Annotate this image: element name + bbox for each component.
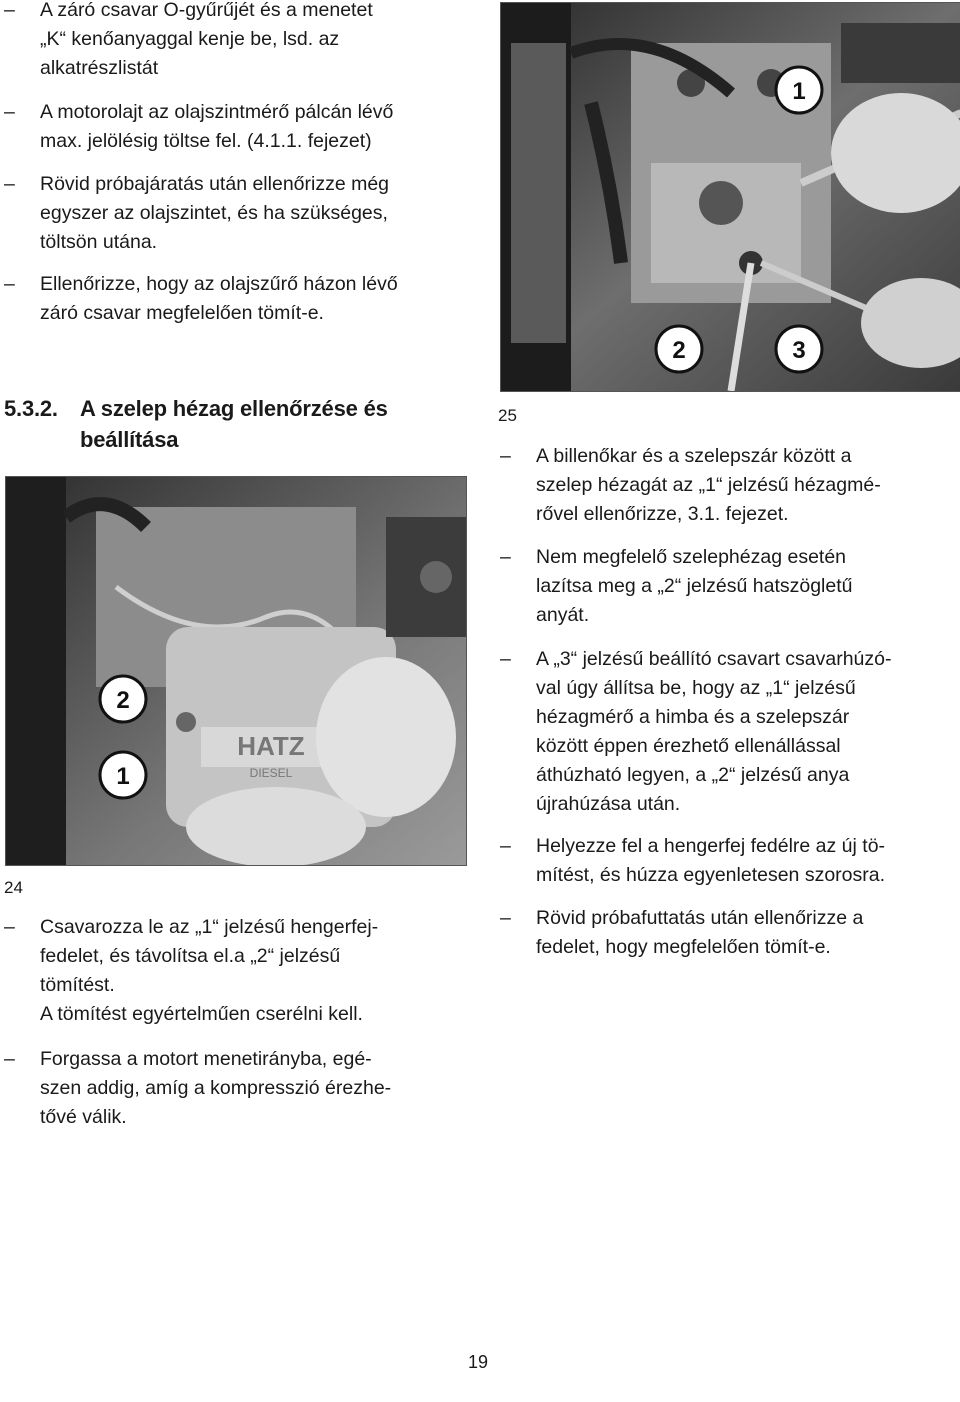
list-item-text: Helyezze fel a hengerfej fedélre az új tö- mítést, és húzza egyenletesen szorosra. [536, 835, 886, 886]
list-item-text: Nem megfelelő szelephézag esetén lazítsa meg a „2“ jelzésű hatszögletű anyát. [536, 546, 853, 626]
list-item-text: Rövid próbajáratás után ellenőrizze még egyszer az olajszintet, és ha szükséges, töltsön utána. [40, 173, 390, 253]
bullet-dash: – [4, 0, 15, 21]
list-item-text: A „3“ jelzésű beállító csavart csavarhúzó- val úgy állítsa be, hogy az „1“ jelzésű hézagmérő a himba és a szelepszár között éppen érezhető ellenállással áthúzható legyen, a „2“ jelzésű anya újrahúzása után. [536, 648, 892, 815]
callout-1 [776, 67, 822, 113]
bullet-dash: – [500, 835, 511, 857]
list-item [4, 170, 474, 257]
list-item [4, 0, 474, 83]
svg-text:3: 3 [792, 337, 806, 364]
callout-1 [100, 752, 146, 798]
figure-24-caption: 24 [4, 878, 23, 897]
list-item-text: Rövid próbafuttatás után ellenőrizze a fedelet, hogy megfelelően tömít-e. [536, 907, 864, 958]
bullet-dash: – [4, 273, 15, 295]
callout-3 [776, 326, 822, 372]
bullet-dash: – [4, 1048, 15, 1070]
section-heading [4, 393, 474, 455]
cylinder-head-cover-photo-illustration [6, 477, 466, 865]
list-item [4, 98, 474, 156]
svg-text:1: 1 [116, 763, 130, 790]
list-item-text: A motorolajt az olajszintmérő pálcán lévő max. jelölésig töltse fel. (4.1.1. fejezet) [40, 101, 394, 152]
figure-25-photo [500, 2, 960, 392]
list-item-text: Ellenőrizze, hogy az olajszűrő házon lévő záró csavar megfelelően tömít-e. [40, 273, 398, 324]
list-item [500, 543, 955, 630]
list-item-text: Forgassa a motort menetirányba, egé- szen addig, amíg a kompresszió érezhe- tővé válik. [40, 1048, 392, 1128]
figure-24-photo [5, 476, 467, 866]
list-item-text: Csavarozza le az „1“ jelzésű hengerfej- fedelet, és távolítsa el.a „2“ jelzésű tömítést. A tömítést egyértelműen cserélni kell. [40, 916, 379, 1025]
bullet-dash: – [500, 546, 511, 568]
list-item [4, 913, 474, 1029]
bullet-dash: – [500, 648, 511, 670]
list-item-text: A záró csavar O-gyűrűjét és a menetet „K“ kenőanyaggal kenje be, lsd. az alkatrészlistát [40, 0, 373, 79]
svg-text:DIESEL: DIESEL [249, 766, 293, 780]
section-title: A szelep hézag ellenőrzése és beállítása [80, 396, 388, 452]
page-number: 19 [468, 1352, 489, 1372]
bullet-dash: – [500, 907, 511, 929]
list-item-text: A billenőkar és a szelepszár között a szelep hézagát az „1“ jelzésű hézagmé- rővel ellenőrizze, 3.1. fejezet. [536, 445, 881, 525]
bullet-dash: – [4, 916, 15, 938]
svg-text:2: 2 [116, 687, 130, 714]
list-item [500, 645, 955, 819]
svg-text:HATZ: HATZ [237, 731, 305, 761]
engine-valve-photo-illustration [501, 3, 960, 391]
figure-25-caption: 25 [498, 406, 517, 425]
bullet-dash: – [4, 101, 15, 123]
bullet-dash: – [500, 445, 511, 467]
list-item [500, 832, 955, 890]
svg-text:2: 2 [672, 337, 686, 364]
list-item [500, 442, 955, 529]
list-item [4, 270, 474, 328]
callout-2 [656, 326, 702, 372]
svg-text:1: 1 [792, 78, 806, 105]
bullet-dash: – [4, 173, 15, 195]
section-number: 5.3.2. [4, 396, 58, 421]
list-item [500, 904, 955, 962]
list-item [4, 1045, 474, 1132]
callout-2 [100, 676, 146, 722]
